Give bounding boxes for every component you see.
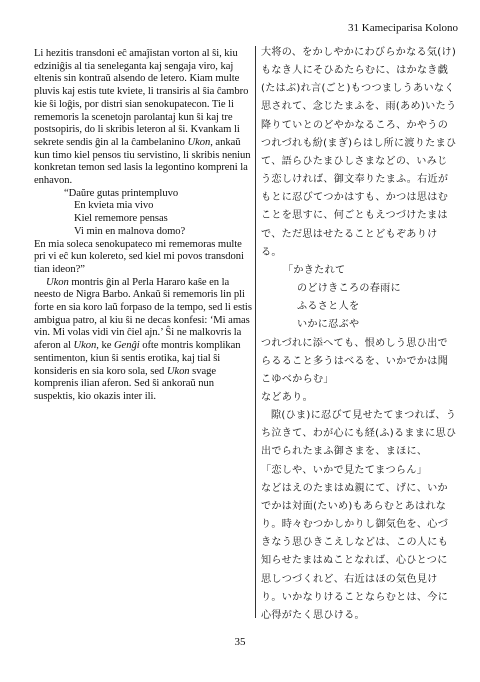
paragraph-1: Li hezitis transdoni eĉ amaĵistan vorton al ŝi, kiu edziniĝis al tia seneleganta kaj sengaja viro, kaj eltenis sin kontraŭ alsendo de letero. Kiam multe pluvis kaj estis tute kviete, li transiris al ŝia ĉambro kie ŝi loĝis, por distri sian senokupatecon. Tie li rememoris la scenetojn parolantaj kun ŝi kaj tre postsopiris, do li skribis leteron al ŝi. Kvankam li sekrete sendis ĝin al la ĉambelanino Ukon, ankaŭ kun timo kiel pensos tiu servistino, li skribis neniun konkretan temon sed lasis la legontino kompreni la enhavon. [34,48,251,187]
column-divider [255,46,256,618]
jp-paragraph-1: 大将の、をかしやかにわびらかなる気(け)もなき人にそひゐたらむに、はかなき戯(たはぶ)れ言(ごと)もつつましうあいなく思されて、念じたまふを、雨(あめ)いたう降りていとのどやかなるころ、かやうのつれづれも紛(まぎ)らはし所に渡りたまひて、語らひたまひしさまなどの、いみじう恋しければ、御文奉りたまふ。右近がもとに忍びてつかはすも、かつは思はむことを思すに、何ごともえつづけたまはで、ただ思はせたることどもぞありける。 [261,47,457,258]
name-genji: Genĝi [113,340,140,352]
paragraph-2: En mia soleca senokupateco mi rememoras multe pri vi eĉ kun kolereto, sed kiel mi povos transdoni tian ideon?” [34,238,244,275]
jp-poem-line: いかに忍ぶや [297,319,360,331]
name-ukon: Ukon [166,365,190,377]
name-ukon: Ukon [187,136,211,148]
japanese-column [261,44,457,625]
jp-paragraph-2-end: などあり。 [261,391,313,403]
name-ukon: Ukon [73,340,97,352]
jp-paragraph-3: 隙(ひま)に忍びて見せたてまつれば、うち泣きて、わが心にも経(ふ)るままに思ひ出でられたまふ御さまを、まほに、 [261,410,457,458]
running-head: 31 Kameciparisa Kolono [348,22,458,34]
jp-poem-line: 「かきたれて [283,264,346,276]
poem-line: Kiel rememore pensas [74,213,168,225]
jp-paragraph-4: などはえのたまはぬ親にて、げに、いかでかは対面(たいめ)もあらむとあはれなり。時々むつかしかりし御気色を、心づきなう思ひきこえしなどは、この人にも知らせたまはぬことなれば、心ひとつに思しつづくれど、右近はほの気色見けり。いかなりけることならむとは、今に心得がたく思ひける。 [261,482,449,621]
paragraph-3: Ukon montris ĝin al Perla Hararo kaŝe en la neesto de Nigra Barbo. Ankaŭ ŝi rememoris lin pli forte en sia koro laŭ forpaso de la tempo, sed li estis ambigua patro, al kiu ŝi ne decas konfesi: ‘Mi amas vin. Mi volas vidi vin ĉiel ajn.’ Ŝi ne malkovris la aferon al Ukon, ke Genĝi ofte montris komplikan sentimenton, kiun ŝi sentis erotika, kaj tial ŝi konsideris en sia koro sola, sed Ukon svage komprenis ilian aferon. Sed ŝi ankoraŭ nun suspektis, kio okazis inter ili. [34,276,252,402]
poem [34,188,252,239]
jp-poem-line: のどけきころの春雨に [297,283,401,295]
esperanto-column [34,48,252,404]
jp-poem-line: ふるさと人を [297,301,360,313]
poem-line: “Daŭre gutas printempluvo [64,187,179,199]
jp-quote: 「恋しや、いかで見たてまつらん」 [261,464,428,476]
poem-line: Vi min en malnova domo? [74,225,186,237]
name-ukon: Ukon [46,276,69,288]
poem-line: En kvieta mia vivo [74,200,154,212]
jp-paragraph-2: つれづれに添へても、恨めしう思ひ出でらるること多うはべるを、いかでかは聞こゆべからむ」 [261,337,449,385]
jp-poem [261,262,457,335]
page-number: 35 [234,636,246,648]
